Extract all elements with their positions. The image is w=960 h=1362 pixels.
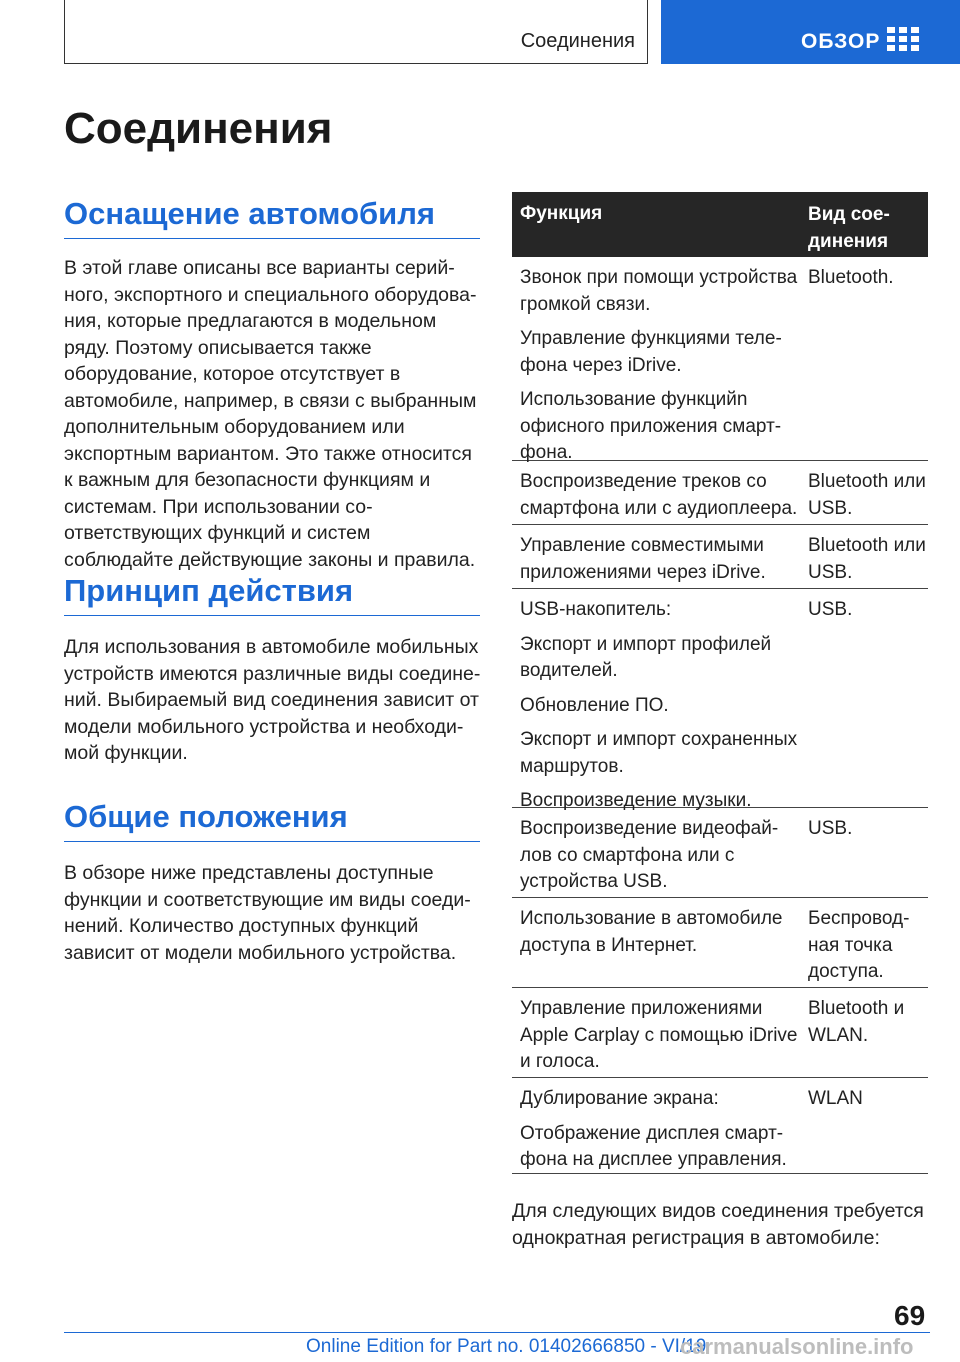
watermark: carmanualsonline.info xyxy=(680,1334,914,1359)
section-title-principle: Принцип действия xyxy=(64,573,480,616)
header-connection: Вид соединения xyxy=(808,204,890,252)
table-header xyxy=(512,192,928,257)
header-section-tab xyxy=(64,0,648,64)
function-text: Отображение дисплея смартфона на дисплее управления. xyxy=(520,1122,787,1170)
edition-text: Online Edition for Part no. 01402666850 - VI/19 xyxy=(306,1336,707,1357)
function-text: Экспорт и импорт профилей водителей. xyxy=(520,633,772,681)
function-text: USB-накопитель: xyxy=(520,599,672,620)
connection-text: Bluetooth или USB. xyxy=(808,471,926,519)
registration-note: Для следующих видов соединения требуется однократная регистрация в автомобиле: xyxy=(512,1200,924,1249)
function-text: Обновление ПО. xyxy=(520,694,669,716)
section-text-principle: Для использования в автомобиле мобильных устройств имеются различные виды соединений. Выбираемый вид соединения зависит от модели мобильного устройства и необходимой функции. xyxy=(64,636,481,764)
section-title-general: Общие положения xyxy=(64,799,480,842)
function-text: Воспроизведение музыки. xyxy=(520,790,752,811)
section-text-equipment: В этой главе описаны все варианты серийного, экспортного и специального оборудования, которые предлагаются в модельном ряду. Поэтому описывается также оборудование, которое отсутствует в автомобиле, например, в связи с выбранным дополнительным оборудованием или экспортным вариантом. Это также относится к важным для безопасности функциям и системам. При использовании соответствующих функций и систем соблюдайте действующие законы и правила. xyxy=(64,257,477,571)
function-text: Использование функцийn офисного приложения смартфона. xyxy=(520,389,782,463)
grid-icon xyxy=(887,27,919,51)
connection-text: WLAN xyxy=(808,1088,863,1109)
function-text: Звонок при помощи устройства громкой связи. xyxy=(520,267,798,315)
connection-text: Bluetooth и WLAN. xyxy=(808,998,905,1046)
table-row xyxy=(512,589,928,811)
table-row xyxy=(512,808,928,898)
table-row xyxy=(512,988,928,1078)
function-text: Экспорт и импорт сохраненных маршрутов. xyxy=(520,729,798,777)
connection-text: Беспроводная точка доступа. xyxy=(808,908,910,982)
section-text-general: В обзоре ниже представлены доступные функции и соответствующие им виды соединений. Количество доступных функций зависит от модели мобильного устройства. xyxy=(64,862,471,964)
function-text: Воспроизведение видеофайлов со смартфона или с устройства USB. xyxy=(520,818,779,892)
function-text: Воспроизведение треков со смартфона или с аудиоплеера. xyxy=(520,471,798,519)
connection-text: Bluetooth или USB. xyxy=(808,535,926,583)
footer-divider xyxy=(64,1332,930,1333)
connections-table xyxy=(512,192,928,1174)
function-text: Дублирование экрана: xyxy=(520,1088,719,1109)
header-function: Функция xyxy=(520,203,603,224)
header-chapter-tab[interactable] xyxy=(661,0,960,64)
table-row xyxy=(512,257,928,461)
page-number: 69 xyxy=(894,1300,926,1331)
connection-text: USB. xyxy=(808,818,853,839)
table-row xyxy=(512,525,928,589)
function-text: Управление функциями телефона через iDrive. xyxy=(520,328,782,376)
section-title-equipment: Оснащение автомобиля xyxy=(64,196,480,239)
table-row xyxy=(512,1078,928,1174)
connection-text: Bluetooth. xyxy=(808,267,894,288)
table-row xyxy=(512,461,928,525)
function-text: Использование в автомобиле доступа в Интернет. xyxy=(520,908,783,956)
function-text: Управление приложениями Apple Carplay с помощью iDrive и голоса. xyxy=(520,998,798,1072)
connection-text: USB. xyxy=(808,599,853,620)
section-tab-label: Соединения xyxy=(520,30,635,52)
page-title: Соединения xyxy=(64,104,333,153)
table-row xyxy=(512,898,928,988)
function-text: Управление совместимыми приложениями через iDrive. xyxy=(520,535,766,583)
chapter-tab-label: ОБЗОР xyxy=(801,30,881,53)
